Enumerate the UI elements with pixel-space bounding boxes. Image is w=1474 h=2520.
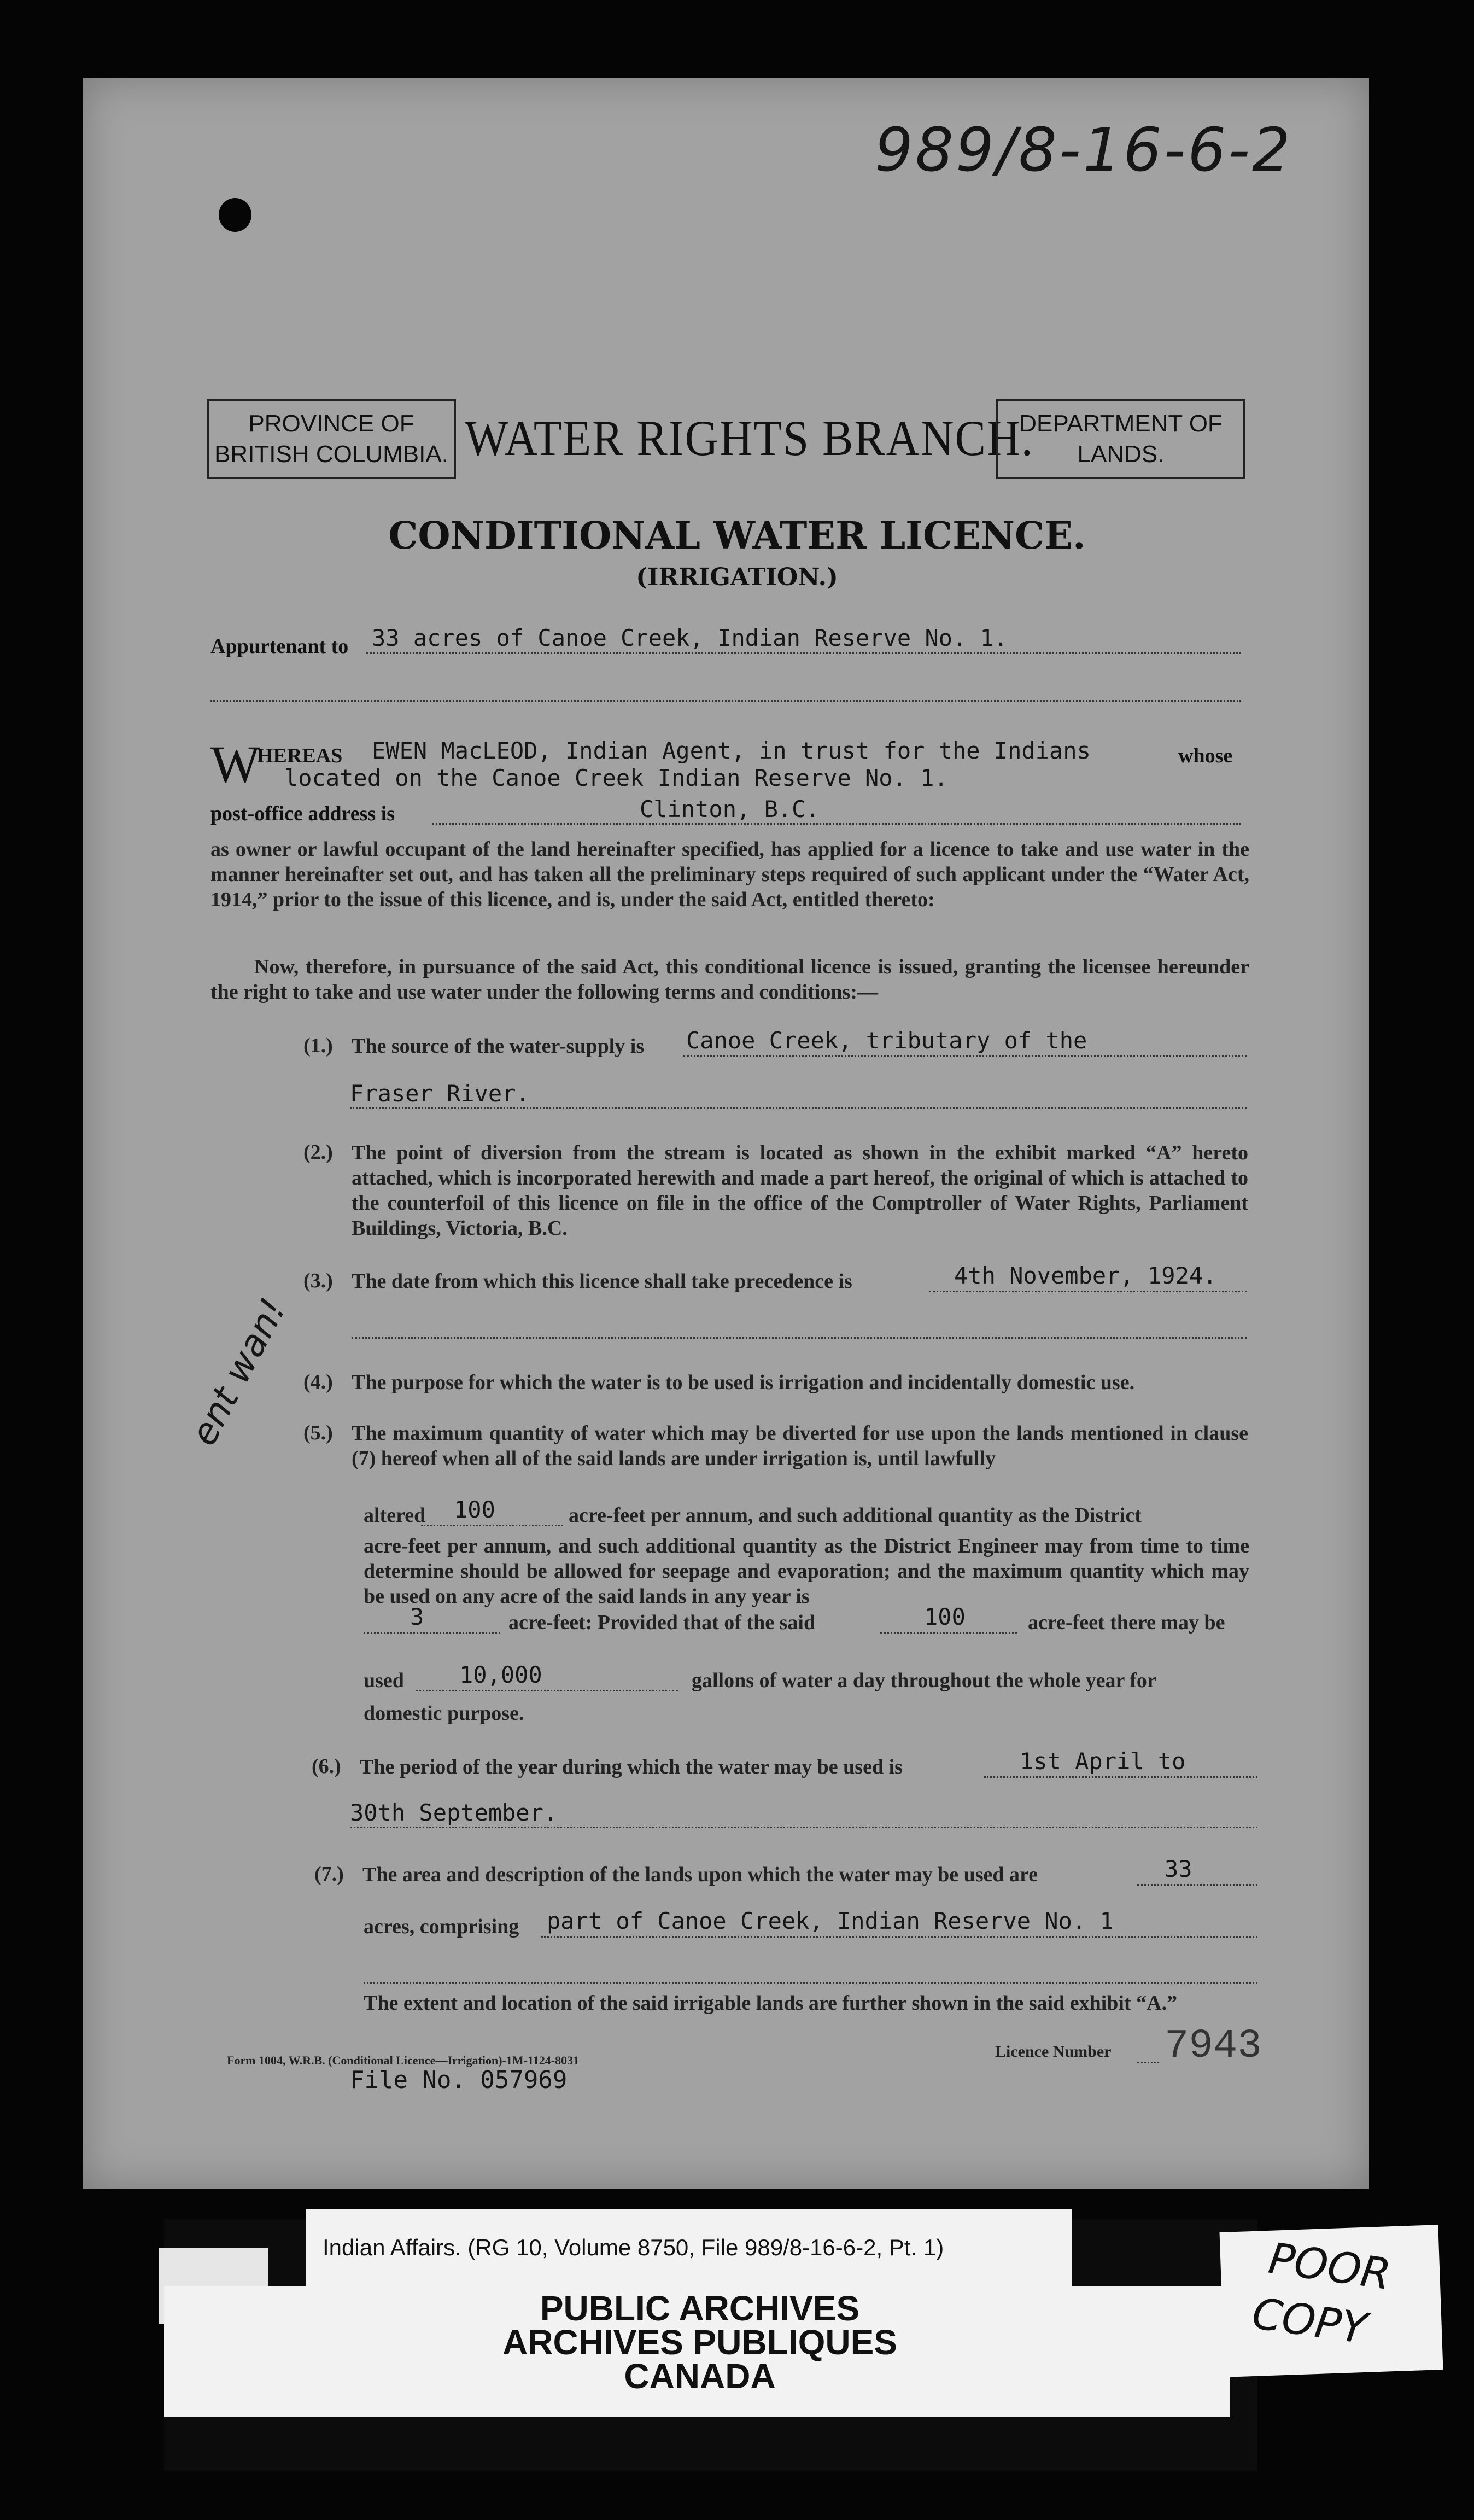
clause-5-line-4 [416,1690,678,1691]
clause-2-number: (2.) [303,1141,333,1164]
clause-4-number: (4.) [303,1370,333,1393]
clause-5-used: used [364,1669,404,1692]
clause-6-number: (6.) [312,1755,341,1778]
clause-1-line [683,1055,1247,1057]
handwritten-file-ref: 989/8-16-6-2 [875,115,1293,185]
licence-title: CONDITIONAL WATER LICENCE. [388,514,1086,558]
appurtenant-label: Appurtenant to [210,635,349,658]
clause-3-line-2 [352,1337,1247,1339]
clause-1-value-2: Fraser River. [350,1080,530,1107]
clause-7-line-3 [364,1982,1257,1984]
clause-6-text: The period of the year during which the water may be used is [360,1755,903,1778]
clause-7-number: (7.) [314,1863,344,1886]
province-box [207,399,456,479]
department-line-1: DEPARTMENT OF [1019,410,1223,437]
clause-3-number: (3.) [303,1269,333,1292]
appurtenant-line-2 [210,700,1241,702]
clause-6-line [984,1776,1257,1778]
clause-7-extent: The extent and location of the said irrigable lands are further shown in the said exhibit “A.” [364,1992,1178,2015]
form-number: Form 1004, W.R.B. (Conditional Licence—Irrigation)-1M-1124-8031 [227,2054,580,2067]
clause-7-text: The area and description of the lands upon which the water may be used are [362,1863,1038,1886]
clause-1-value: Canoe Creek, tributary of the [686,1027,1087,1054]
archive-stamp-line-2: ARCHIVES PUBLIQUES [502,2323,897,2362]
whereas-label: HEREAS [257,744,343,767]
po-value: Clinton, B.C. [640,796,820,822]
clause-5-line-1 [421,1525,563,1526]
clause-6-value: 1st April to [1020,1748,1186,1775]
clause-1-line-2 [350,1107,1247,1109]
clause-7-value-2: part of Canoe Creek, Indian Reserve No. 1 [547,1908,1114,1934]
clause-2-text: The point of diversion from the stream is located as shown in the exhibit marked “A” hereto attached, which is incorporated herewith and made a part hereof, the original of which is attached to the counterfoil of this licence on file in the office of the Comptroller of Water Rights, Parliament Buildings, Victoria, B.C. [352,1141,1248,1240]
file-number: File No. 057969 [350,2066,568,2094]
clause-4-text: The purpose for which the water is to be used is irrigation and incidentally domestic use. [352,1371,1135,1394]
licence-number: 7943 [1165,2023,1262,2069]
clause-5-text-4: acre-feet there may be [1028,1611,1225,1634]
clause-3-value: 4th November, 1924. [954,1262,1217,1289]
archive-stamp [0,2289,1400,2396]
clause-1-number: (1.) [303,1034,333,1057]
clause-5-value-1: 100 [454,1496,495,1523]
clause-7-acres: acres, comprising [364,1915,519,1938]
clause-5-value-2: 3 [410,1603,424,1630]
clause-5-line-3 [880,1632,1017,1634]
whereas-initial: W [210,735,260,794]
archive-reference: Indian Affairs. (RG 10, Volume 8750, File 989/8-16-6-2, Pt. 1) [323,2235,944,2260]
clause-5-text-2a: acre-feet per annum, and such additional quantity as the District [569,1504,1142,1527]
archive-stamp-line-3: CANADA [624,2356,776,2396]
department-line-2: LANDS. [1077,441,1165,468]
clause-3-text: The date from which this licence shall take precedence is [352,1270,852,1293]
clause-5-value-3: 100 [924,1603,966,1630]
whereas-name: EWEN MacLEOD, Indian Agent, in trust for the Indians [372,737,1091,764]
po-line [432,823,1241,825]
poor-copy-line-2: COPY [1249,2289,1370,2354]
clause-5-text-3: acre-feet: Provided that of the said [508,1611,816,1634]
whereas-whose: whose [1178,744,1233,767]
clause-7-line [1137,1884,1257,1886]
clause-5-line-2 [364,1632,500,1634]
licence-subtitle: (IRRIGATION.) [636,563,838,591]
clause-6-value-2: 30th September. [350,1799,558,1826]
po-label: post-office address is [210,802,395,825]
clause-5-text-5: gallons of water a day throughout the whole year for [692,1669,1156,1692]
province-line-2: BRITISH COLUMBIA. [214,441,448,468]
licence-number-label: Licence Number [995,2043,1112,2061]
appurtenant-value: 33 acres of Canoe Creek, Indian Reserve No. 1. [372,625,1008,651]
punch-hole [219,198,251,232]
whereas-body: as owner or lawful occupant of the land hereinafter specified, has applied for a licence to take and use water in the manner hereinafter set out, and has taken all the preliminary steps required of such applicant under the “Water Act, 1914,” prior to the issue of this licence, and is, under the said Act, entitled thereto: [210,838,1249,911]
clause-5-number: (5.) [303,1421,333,1444]
appurtenant-line [366,652,1241,654]
archive-stamp-line-1: PUBLIC ARCHIVES [540,2289,860,2328]
clause-5-text: The maximum quantity of water which may be diverted for use upon the lands mentioned in clause (7) hereof when all of the said lands are under irrigation is, until lawfully [352,1422,1248,1470]
department-box [996,399,1245,479]
clause-5-altered: altered [364,1504,426,1527]
clause-7-line-2 [541,1936,1257,1938]
poor-copy-line-1: POOR [1265,2233,1394,2300]
clause-5-text-6: domestic purpose. [364,1702,524,1725]
clause-1-text: The source of the water-supply is [352,1035,645,1058]
clause-7-value: 33 [1165,1856,1192,1882]
licence-number-line [1137,2062,1159,2063]
clause-3-line [929,1291,1247,1292]
clause-5-value-4: 10,000 [459,1661,542,1688]
handwritten-margin-note: ent wan! [182,1291,295,1452]
clause-6-line-2 [350,1827,1257,1828]
whereas-name-2: located on the Canoe Creek Indian Reserve No. 1. [284,765,948,791]
province-line-1: PROVINCE OF [248,410,414,437]
now-therefore: Now, therefore, in pursuance of the said Act, this conditional licence is issued, granting the licensee hereunder the right to take and use water under the following terms and conditions:— [210,955,1249,1004]
branch-title: WATER RIGHTS BRANCH. [465,410,1034,466]
clause-5-text-2: acre-feet per annum, and such additional quantity as the District Engineer may from time to time determine should be allowed for seepage and evaporation; and the maximum quantity which may be used on any acre of the said lands in any year is [364,1535,1249,1608]
